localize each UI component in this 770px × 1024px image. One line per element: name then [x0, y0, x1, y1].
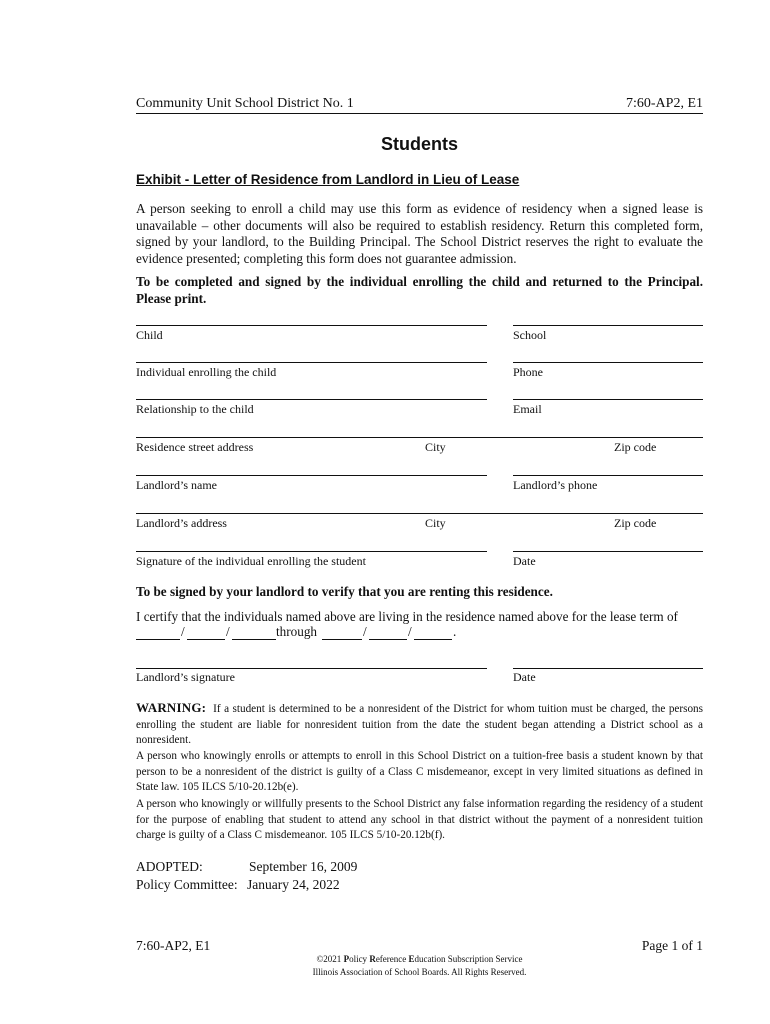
district-name: Community Unit School District No. 1 [136, 96, 354, 111]
rights-line: Illinois Association of School Boards. All Rights Reserved. [312, 967, 527, 977]
zip-label: Zip code [614, 516, 657, 530]
term-end-year-field[interactable] [414, 639, 452, 640]
landlord-address-field[interactable] [136, 513, 703, 514]
term-end-day-field[interactable] [369, 639, 407, 640]
school-field[interactable] [513, 325, 703, 326]
landlord-name-label: Landlord’s name [136, 478, 217, 492]
landlord-address-label: Landlord’s address [136, 516, 227, 530]
date-separator: / [408, 624, 412, 639]
warning-text-1: If a student is determined to be a nonresident of the District for whom tuition must be charged, the persons enrolling the student are liable for nonresident tuition from the date the student began attending a District school as a nonresident. [136, 703, 704, 746]
certify-text: I certify that the individuals named above are living in the residence named above for the lease term of [136, 609, 678, 624]
email-field[interactable] [513, 399, 703, 400]
enroller-signature-field[interactable] [136, 551, 487, 552]
residence-address-field[interactable] [136, 437, 703, 438]
copyright-year: ©2021 [316, 954, 344, 964]
term-start-month-field[interactable] [136, 639, 180, 640]
zip-label: Zip code [614, 440, 657, 454]
warning-paragraph-2: A person who knowingly enrolls or attempts to enroll in this School District on a tuition-free basis a student known by that person to be a nonresident of the district is guilty of a Class C misdemeanor, except in very limited situations as defined in State law. 105 ILCS 5/10-20.12b(e). [136, 750, 703, 793]
school-label: School [513, 328, 547, 342]
term-end-month-field[interactable] [322, 639, 362, 640]
date-separator: / [363, 624, 367, 639]
landlord-signature-field[interactable] [136, 668, 487, 669]
adopted-date: September 16, 2009 [249, 859, 358, 874]
initial-r: R [369, 954, 376, 964]
page-title: Students [380, 134, 458, 154]
date-field[interactable] [513, 551, 703, 552]
term-start-year-field[interactable] [232, 639, 276, 640]
date-separator: / [226, 624, 230, 639]
enroller-signature-label: Signature of the individual enrolling the student [136, 554, 366, 568]
relationship-label: Relationship to the child [136, 402, 254, 416]
email-label: Email [513, 402, 542, 416]
period: . [453, 624, 457, 639]
page-number: Page 1 of 1 [641, 938, 703, 953]
relationship-field[interactable] [136, 399, 487, 400]
initial-e: E [408, 954, 415, 964]
residence-address-label: Residence street address [136, 440, 254, 454]
warning-paragraph-3: A person who knowingly or willfully presents to the School District any false information regarding the residency of a student for the purpose of enabling that student to attend any school in that district without the payment of a nonresident tuition charge is guilty of a Class C misdemeanor. 105 ILCS 5/10-20.12b(f). [136, 798, 703, 841]
landlord-date-label: Date [513, 670, 536, 684]
policy-committee-label: Policy Committee: [136, 877, 238, 892]
policy-code: 7:60-AP2, E1 [626, 96, 703, 111]
instruction-text: To be completed and signed by the individual enrolling the child and returned to the Principal. Please print. [136, 274, 703, 306]
page-header [136, 92, 703, 114]
enroller-label: Individual enrolling the child [136, 365, 277, 379]
word-eference: eference [375, 954, 409, 964]
landlord-section-heading: To be signed by your landlord to verify that you are renting this residence. [136, 584, 553, 599]
policy-committee-date: January 24, 2022 [247, 877, 340, 892]
city-label: City [425, 440, 446, 454]
footer-policy-code: 7:60-AP2, E1 [136, 938, 211, 953]
warning-paragraph-1 [136, 700, 703, 749]
landlord-phone-field[interactable] [513, 475, 703, 476]
child-label: Child [136, 328, 163, 342]
phone-field[interactable] [513, 362, 703, 363]
exhibit-subtitle: Exhibit - Letter of Residence from Landlord in Lieu of Lease [136, 172, 520, 187]
phone-label: Phone [513, 365, 543, 379]
copyright-line [136, 953, 703, 966]
landlord-name-field[interactable] [136, 475, 487, 476]
initial-p: P [343, 954, 350, 964]
landlord-signature-label: Landlord’s signature [136, 670, 235, 684]
child-field[interactable] [136, 325, 487, 326]
term-start-day-field[interactable] [187, 639, 225, 640]
city-label: City [425, 516, 446, 530]
enroller-field[interactable] [136, 362, 487, 363]
word-ducation: ducation Subscription Service [414, 954, 523, 964]
landlord-date-field[interactable] [513, 668, 703, 669]
word-olicy: olicy [349, 954, 370, 964]
intro-paragraph: A person seeking to enroll a child may use this form as evidence of residency when a signed lease is unavailable – other documents will also be required to establish residency. Return this completed form, signed by your landlord, to the Building Principal. The School District reserves the right to evaluate the evidence presented; completing this form does not guarantee admission. [136, 201, 703, 266]
date-separator: / [181, 624, 185, 639]
warning-label: WARNING: [136, 700, 207, 715]
landlord-phone-label: Landlord’s phone [513, 478, 598, 492]
term-through-label: through [276, 624, 318, 639]
date-label: Date [513, 554, 536, 568]
adopted-label: ADOPTED: [136, 859, 203, 874]
